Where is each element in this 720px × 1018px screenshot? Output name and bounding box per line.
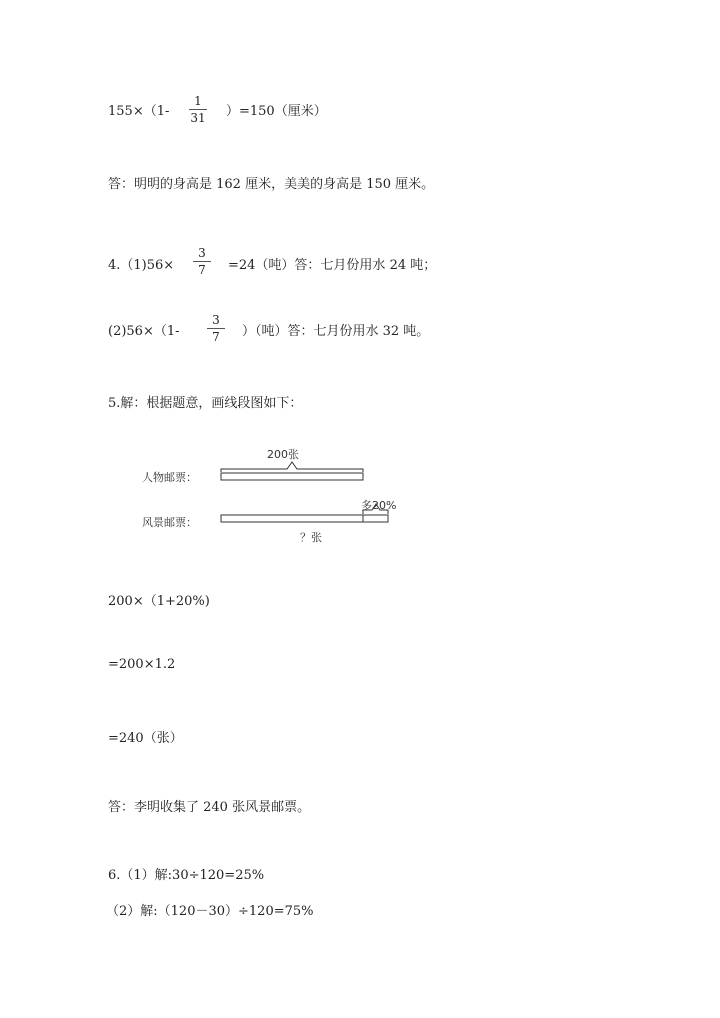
top-brace <box>221 462 363 472</box>
q3-frac-den: 31 <box>190 111 206 125</box>
extra-brace-label: 多20% <box>361 499 397 512</box>
q4-part1-prefix: 4.（1)56× <box>108 258 175 273</box>
q5-step-2: =200×1.2 <box>108 657 176 672</box>
label-scenery-stamps: 风景邮票： <box>142 516 197 529</box>
q5-step-1: 200×（1+20%) <box>108 594 210 609</box>
q6-part1: 6.（1）解:30÷120=25% <box>108 868 265 883</box>
q4-part2-prefix: (2)56×（1- <box>108 324 180 339</box>
q6-part2: （2）解:（120－30）÷120=75% <box>106 904 314 919</box>
q3-calc-suffix: ）=150（厘米） <box>226 104 327 119</box>
label-people-stamps: 人物邮票： <box>142 471 197 484</box>
q4-part2-frac-den: 7 <box>212 330 220 344</box>
q3-answer: 答：明明的身高是 162 厘米，美美的身高是 150 厘米。 <box>108 177 435 192</box>
q5-intro: 5.解：根据题意，画线段图如下： <box>108 396 303 411</box>
q4-part1-frac-num: 3 <box>198 246 206 260</box>
q4-part2-frac-num: 3 <box>212 313 220 327</box>
q5-answer: 答：李明收集了 240 张风景邮票。 <box>108 800 311 815</box>
q4-part1-frac-den: 7 <box>198 263 206 277</box>
q4-part2-suffix: ）（吨）答：七月份用水 32 吨。 <box>242 324 430 339</box>
q3-calc-prefix: 155×（1- <box>108 104 170 119</box>
extra-brace <box>363 504 388 514</box>
q3-frac-num: 1 <box>194 94 202 108</box>
people-bar <box>221 473 363 480</box>
top-brace-label: 200张 <box>267 448 299 461</box>
bottom-label: ？张 <box>300 531 322 544</box>
q5-step-3: =240（张） <box>108 731 183 746</box>
q4-part1-suffix: =24（吨）答：七月份用水 24 吨； <box>228 258 437 273</box>
